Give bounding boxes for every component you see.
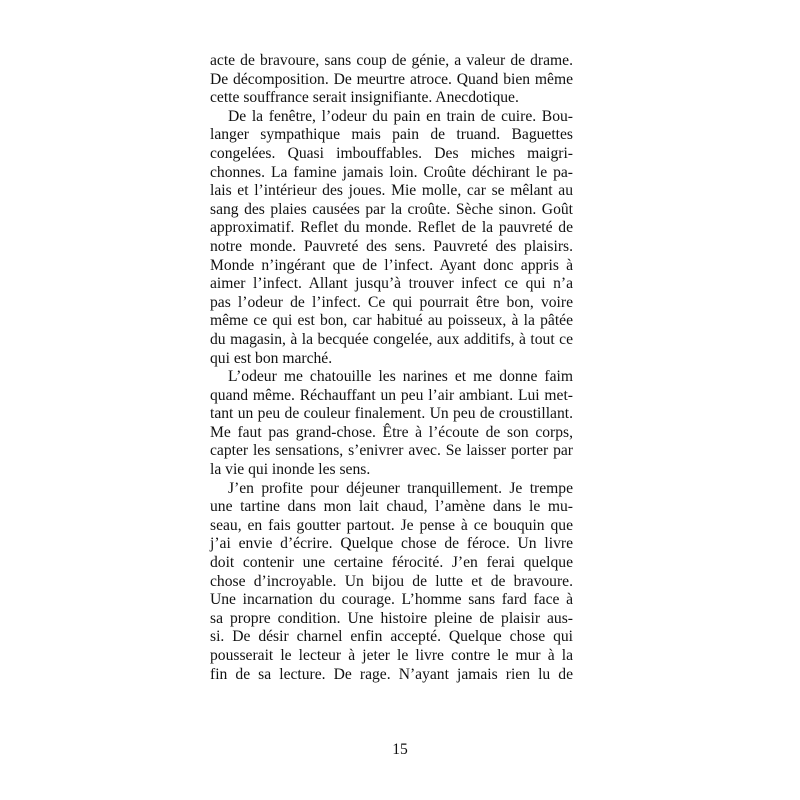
text-line: même ce qui est bon, car habitué au poisseux, à la pâtée [210, 312, 573, 330]
text-line: pas l’odeur de l’infect. Ce qui pourrait être bon, voire [210, 293, 573, 311]
text-line: du magasin, à la becquée congelée, aux additifs, à tout ce [210, 330, 573, 348]
text-line: aimer l’infect. Allant jusqu’à trouver infect ce qui n’a [210, 275, 573, 293]
text-line: acte de bravoure, sans coup de génie, a valeur de drame. [210, 52, 573, 69]
text-line: fin de sa lecture. De rage. N’ayant jamais rien lu de [210, 665, 573, 683]
text-line: cette souffrance serait insignifiante. Anecdotique. [210, 89, 519, 107]
paragraph [210, 52, 573, 108]
paragraph [210, 368, 573, 480]
text-line: quand même. Réchauffant un peu l’air ambiant. Lui met- [210, 386, 573, 404]
text-line: congelées. Quasi imbouffables. Des miches maigri- [210, 144, 573, 162]
text-line: sang des plaies causées par la croûte. Sèche sinon. Goût [210, 200, 573, 218]
text-line: pousserait le lecteur à jeter le livre contre le mur à la [210, 647, 573, 664]
text-line: lais et l’intérieur des joues. Mie molle, car se mêlant au [210, 182, 573, 200]
paragraph [210, 108, 573, 368]
text-line: si. De désir charnel enfin accepté. Quelque chose qui [210, 628, 573, 646]
text-line: seau, en fais goutter partout. Je pense à ce bouquin que [210, 516, 573, 534]
text-line: notre monde. Pauvreté des sens. Pauvreté des plaisirs. [210, 237, 573, 255]
text-line: langer sympathique mais pain de truand. Baguettes [210, 126, 573, 144]
text-line: doit contenir une certaine férocité. J’en ferai quelque [210, 554, 573, 572]
text-line: la vie qui inonde les sens. [210, 461, 371, 479]
text-line: Une incarnation du courage. L’homme sans fard face à [210, 591, 573, 609]
text-line: capter les sensations, s’enivrer avec. Se laisser porter par [210, 442, 573, 460]
text-line: L’odeur me chatouille les narines et me donne faim [228, 368, 573, 386]
text-line: Monde n’ingérant que de l’infect. Ayant donc appris à [210, 256, 573, 274]
page-number: 15 [392, 741, 408, 758]
text-line: chose d’incroyable. Un bijou de lutte et de bravoure. [210, 572, 573, 590]
text-line: chonnes. La famine jamais loin. Croûte déchirant le pa- [210, 163, 573, 181]
text-line: qui est bon marché. [210, 349, 333, 367]
text-line: j’ai envie d’écrire. Quelque chose de féroce. Un livre [210, 535, 573, 553]
text-line: J’en profite pour déjeuner tranquillement. Je trempe [228, 479, 573, 497]
text-line: approximatif. Reflet du monde. Reflet de la pauvreté de [210, 219, 573, 237]
text-line: De la fenêtre, l’odeur du pain en train de cuire. Bou- [228, 107, 573, 125]
text-line: une tartine dans mon lait chaud, l’amène dans le mu- [210, 498, 573, 516]
text-line: tant un peu de couleur finalement. Un peu de croustillant. [210, 405, 573, 423]
text-line: De décomposition. De meurtre atroce. Quand bien même [210, 70, 573, 88]
body-text [210, 52, 573, 684]
text-line: Me faut pas grand-chose. Être à l’écoute de son corps, [210, 423, 573, 441]
paragraph [210, 480, 573, 685]
text-line: sa propre condition. Une histoire pleine de plaisir aus- [210, 609, 573, 627]
